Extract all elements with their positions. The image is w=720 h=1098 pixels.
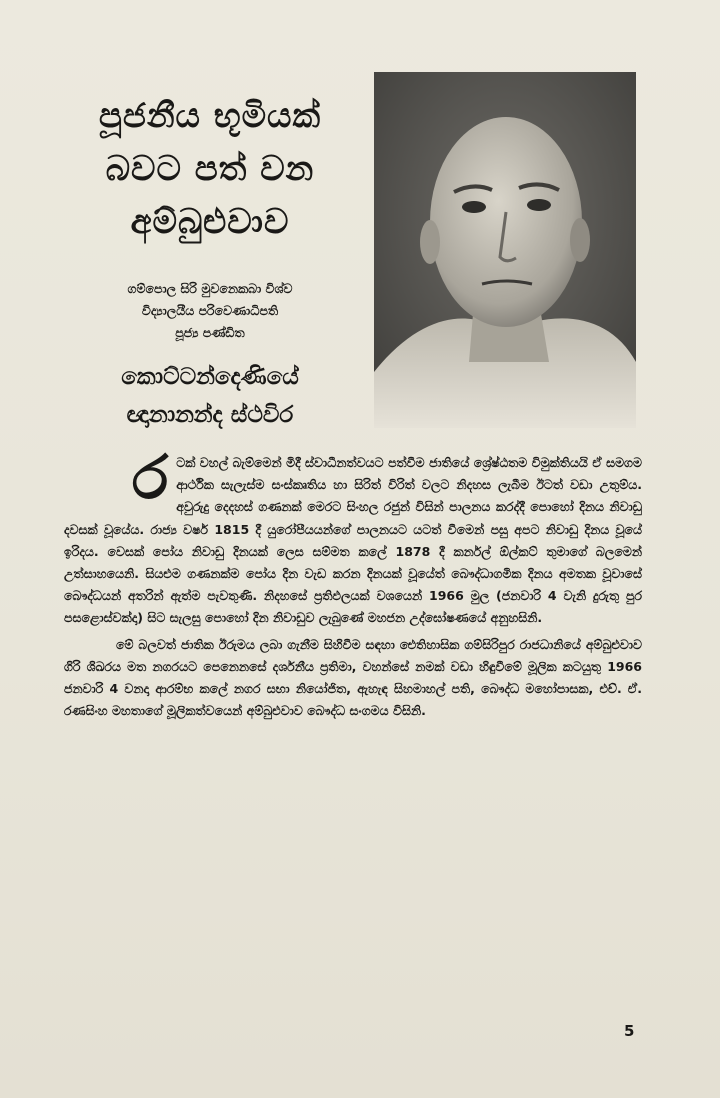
author-affiliation: [55, 278, 365, 344]
body-paragraph-2: [64, 634, 642, 723]
body-paragraph-1: [64, 443, 642, 630]
article-body: [64, 443, 642, 722]
article-title: [50, 90, 370, 249]
page-number: 5: [624, 1022, 635, 1040]
drop-cap: ර: [132, 443, 169, 513]
author-meta-line-1: ගම්පොල සිරි මුවනෙකබා විශ්ව: [127, 281, 293, 296]
title-line-2: බවට පත් වන: [105, 149, 315, 189]
title-line-3: අම්බුළුවාව: [130, 202, 290, 242]
title-line-1: පූජනීය භූමියක්: [98, 96, 322, 136]
author-portrait: [374, 72, 636, 428]
paragraph-1-text: ටක් වහල් බැම්මෙන් මිදී ස්වාධීනත්වයට පත්වීම ජාතියේ ශ්‍රේෂ්ඨතම විමුක්තියයි ඒ සමගම ආර්ථික සැලැස්ම සංස්කෘතිය හා සිරිත් විරිත් වලට නිදහස ලැබීම ඊටත් වඩා උතුම්ය. අවුරුදු දෙදහස් ගණනක් මෙරට සිංහල රජුන් විසින් පාලනය කරද්දී පොහෝ දිනය නිවාඩු දවසක් වූයේය. රාජ්‍ය වර්ෂ 1815 දී යුරෝපීයයන්ගේ පාලනයට යටත් වීමෙන් පසු අපට නිවාඩු දිනය වූයේ ඉරිදය. වෙසක් පෝය නිවාඩු දිනයක් ලෙස සම්මත කලේ 1878 දී කර්නල් ඕල්කට් තුමාගේ බලමෙන් උත්සාහයෙනි. සියළුම ගණනක්ම පෝය දින වැඩ කරන දිනයක් වූයේත් බෞද්ධාගමික දිනය අමතක වූවාසේ බෞද්ධයන් අතරින් ඇත්ම පැවතුණි. නිදහසේ ප්‍රතිඵලයක් වශයෙන් 1966 මුල (ජනවාරි 4 වැනි දුරුතු පුර පසළොස්වක්දා) සිට සැලසු පොහෝ දින නිවාඩුව ලැබුණේ මහජන උද්ඝෝෂණයේ අනුහසිනි.: [64, 455, 642, 626]
author-name-line-2: ඥානානන්ද ස්ථවිර: [126, 402, 294, 428]
paragraph-2-text: මේ බලවත් ජාතික ඊරුමය ලබා ගැනීම සිහිවීම සඳහා ඓතිහාසික ගම්සිරිපුර රාජධානියේ අම්බුළුවාව ගිරි ශිඛරය මත නගරයට පෙනෙනසේ දර්ශනීය ප්‍රතිමා, වහන්සේ නමක් වඩා හිඳුවීමේ මූලික කටයුතු 1966 ජනවාරි 4 වනදා ආරම්භ කලේ නගර සභා නියෝජිත, ඇහැඳ සිහමාහල් පති, බෞද්ධ මහෝපාසක, එච්. ඒ. රණසිංහ මහතාගේ මූලිකත්වයෙන් අම්බුළුවාව බෞද්ධ සංගමය විසිනි.: [64, 636, 642, 719]
author-name: [60, 358, 360, 434]
author-name-line-1: කොට්ටන්දෙණියේ: [121, 364, 299, 390]
portrait-illustration: [374, 72, 636, 428]
author-meta-line-3: පූජ්‍ය පණ්ඩිත: [175, 325, 245, 340]
author-meta-line-2: විද්‍යාලයීය පරිවෙණාධිපති: [141, 303, 279, 318]
